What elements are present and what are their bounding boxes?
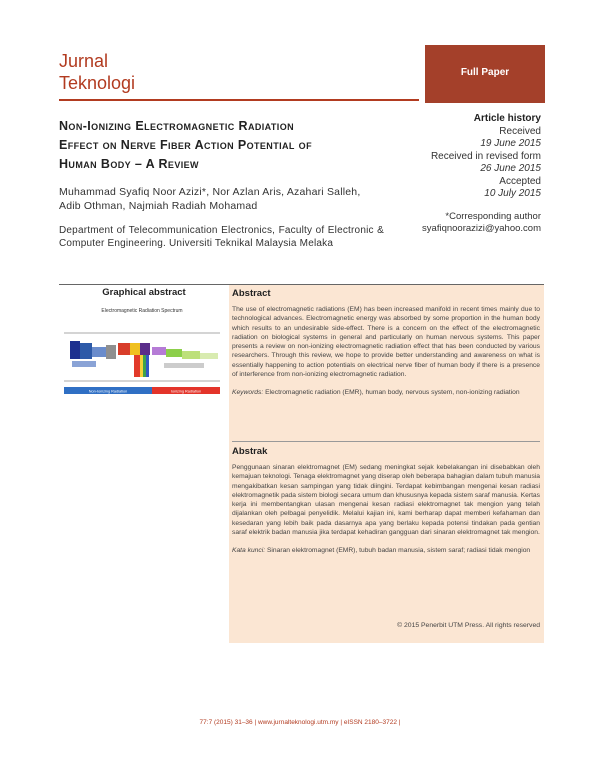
figure-title: Electromagnetic Radiation Spectrum (101, 308, 183, 314)
abstract-rule (229, 284, 544, 285)
copyright: © 2015 Penerbit UTM Press. All rights reserved (397, 622, 540, 629)
revised-date: 26 June 2015 (480, 163, 541, 174)
graphical-abstract-rule (59, 284, 229, 285)
abstract-separator (232, 441, 540, 442)
authors-line1: Muhammad Syafiq Noor Azizi*, Nor Azlan Aris, Azahari Salleh, (59, 186, 361, 198)
received-date: 19 June 2015 (480, 138, 541, 149)
non-ionizing-label: Non-Ionizing Radiation (88, 389, 128, 394)
keywords-text: Electromagnetic radiation (EMR), human body, nervous system, non-ionizing radiation (265, 389, 520, 397)
footer: 77:7 (2015) 31–36 | www.jurnalteknologi.utm.my | eISSN 2180–3722 | (199, 719, 401, 726)
received-label: Received (499, 125, 541, 137)
kata-kunci-label: Kata kunci: (232, 547, 266, 555)
paper-title (59, 117, 384, 174)
accepted-date: 10 July 2015 (484, 188, 541, 199)
authors (59, 185, 384, 213)
kata-kunci-text: Sinaran elektromagnet (EMR), tubuh badan manusia, sistem saraf; radiasi tidak mengion (266, 547, 531, 555)
header-rule (59, 99, 419, 101)
ionizing-label: Ionizing Radiation (170, 389, 202, 394)
keywords-label: Keywords: (232, 389, 264, 397)
em-spectrum-figure (60, 303, 224, 413)
affiliation: Department of Telecommunication Electronics, Faculty of Electronic & Computer Engineering. Universiti Teknikal Malaysia Melaka (59, 225, 384, 249)
title-line3: Human Body – A Review (59, 157, 199, 171)
graphical-abstract-heading: Graphical abstract (102, 287, 186, 298)
revised-label: Received in revised form (430, 150, 541, 162)
abstrak-section (232, 446, 540, 556)
title-line2: Effect on Nerve Fiber Action Potential of (59, 138, 312, 152)
authors-line2: Adib Othman, Najmiah Radiah Mohamad (59, 200, 258, 212)
corresponding-email[interactable]: syafiqnoorazizi@yahoo.com (422, 223, 541, 234)
abstrak-text: Penggunaan sinaran elektromagnet (EM) sedang meningkat sejak kebelakangan ini disebabkan oleh kemajuan teknologi. Tenaga elektromagnet yang diserap oleh beberapa bahagian dalam tubuh manusia mengakibatkan kesan sampingan yang tidak diingini. Terdapat kebimbangan mengenai kesan radiasi elektromagnetik pada sistem biologi secara umum dan khususnya kepada sistem saraf manusia. Kertas kerja ini membentangkan ulasan mengenai kesan radiasi elektromagnet tak mengion yang telah dijalankan oleh pelbagai penyelidik. Melalui kajian ini, kami berharap dapat memberi kefahaman dan kesedaran yang lebih baik pada dasarnya apa yang berlaku kepada potensi tindakan pada gentian saraf elektrik badan manusia jika terdapat kehadiran gangguan dari sinaran elektromagnet tak mengion. (232, 464, 540, 537)
corresponding-author (395, 211, 541, 235)
abstract-keywords (232, 388, 540, 397)
corresponding-label: *Corresponding author (445, 211, 541, 222)
title-line1: Non-Ionizing Electromagnetic Radiation (59, 119, 294, 133)
abstract-section (232, 288, 540, 398)
history-heading: Article history (473, 113, 541, 124)
journal-name-line1: Jurnal (59, 51, 109, 71)
full-paper-label: Full Paper (460, 67, 510, 78)
article-history (395, 113, 541, 201)
accepted-label: Accepted (499, 175, 541, 187)
journal-name-line2: Teknologi (59, 73, 136, 93)
abstrak-keywords (232, 546, 540, 555)
abstrak-heading: Abstrak (232, 446, 268, 457)
journal-name (59, 50, 135, 94)
abstract-heading: Abstract (232, 288, 271, 299)
abstract-text: The use of electromagnetic radiations (EM) has been increased manifold in recent times mainly due to technological advances. Electromagnetic energy was absorbed by some proportion in the human body which results to an undesirable side-effect. There is a concern on the effect of the electromagnetic radiation on biological systems in general and particularly on human nervous systems. This paper presents a review on non-ionizing electromagnetic radiation effect that has been conducted by various researchers. Through this review, we hope to provide better understanding and awareness on what is essentially happening to action potentials on electrical nerve fiber of human body if there is a presence of interference from non-ionizing electromagnetic radiation. (232, 306, 540, 379)
